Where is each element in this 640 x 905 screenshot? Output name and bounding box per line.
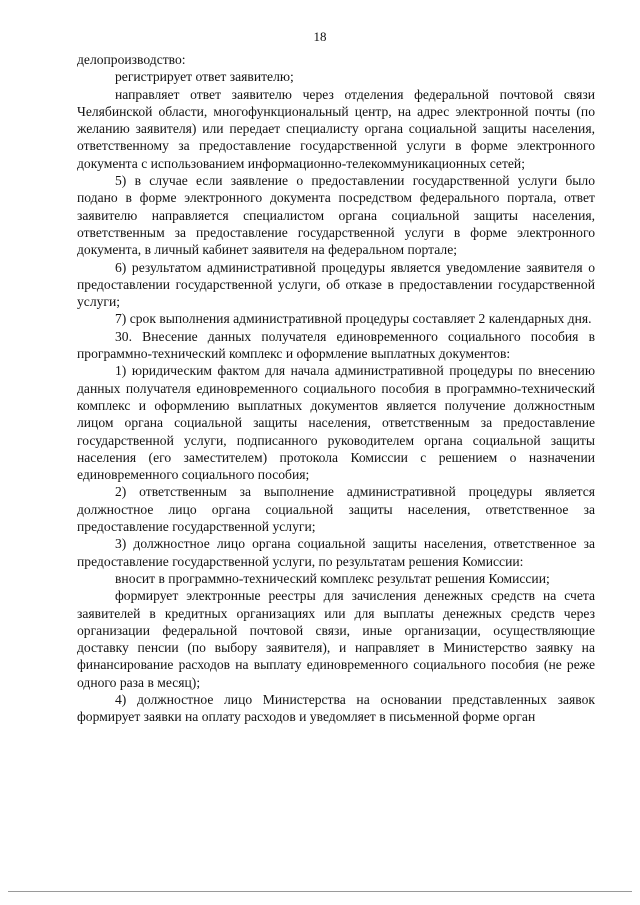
- paragraph: 30. Внесение данных получателя единовременного социального пособия в программно-технический комплекс и оформление выплатных документов:: [77, 328, 595, 362]
- page-number: 18: [313, 29, 327, 44]
- paragraph: делопроизводство:: [77, 52, 186, 67]
- paragraph: 1) юридическим фактом для начала административной процедуры по внесению данных получателя единовременного социального пособия в программно-технический комплекс и оформлению выплатных документов является получение должностным лицом органа социальной защиты населения, ответственным за предоставление государственной услуги, подписанного руководителем органа социальной защиты населения (его заместителем) протокола Комиссии с решением о назначении единовременного социального пособия;: [77, 363, 595, 483]
- paragraph: 4) должностное лицо Министерства на основании представленных заявок формирует заявки на оплату расходов и уведомляет в письменной форме орган: [77, 691, 595, 725]
- paragraph: формирует электронные реестры для зачисления денежных средств на счета заявителей в кредитных организациях или для выплаты денежных средств через организации федеральной почтовой связи, иные организации, осуществляющие доставку пенсии (по выбору заявителя), и направляет в Министерство заявку на финансирование расходов на выплату единовременного социального пособия (не реже одного раза в месяц);: [77, 588, 595, 690]
- paragraph: 5) в случае если заявление о предоставлении государственной услуги было подано в форме электронного документа посредством федерального портала, ответ заявителю направляется специалистом органа социальной защиты населения, ответственным за предоставление государственной услуги в форме электронного документа, в личный кабинет заявителя на федеральном портале;: [77, 173, 595, 258]
- paragraph: 2) ответственным за выполнение административной процедуры является должностное лицо органа социальной защиты населения, ответственное за предоставление государственной услуги;: [77, 484, 595, 535]
- paragraph: 3) должностное лицо органа социальной защиты населения, ответственное за предоставление государственной услуги, по результатам решения Комиссии:: [77, 536, 595, 569]
- paragraph: вносит в программно-технический комплекс результат решения Комиссии;: [115, 570, 550, 586]
- paragraph: направляет ответ заявителю через отделения федеральной почтовой связи Челябинской области, многофункциональный центр, на адрес электронной почты (по желанию заявителя) или передает специалисту органа социальной защиты населения, ответственному за предоставление государственной услуги в форме электронного документа с использованием информационно-телекоммуникационных сетей;: [77, 86, 595, 171]
- paragraph: 7) срок выполнения административной процедуры составляет 2 календарных дня.: [115, 311, 592, 327]
- document-body: [77, 51, 595, 726]
- paragraph: 6) результатом административной процедуры является уведомление заявителя о предоставлении государственной услуги, об отказе в предоставлении государственной услуги;: [77, 259, 595, 310]
- paragraph: регистрирует ответ заявителю;: [115, 69, 294, 85]
- bottom-rule: [8, 891, 632, 892]
